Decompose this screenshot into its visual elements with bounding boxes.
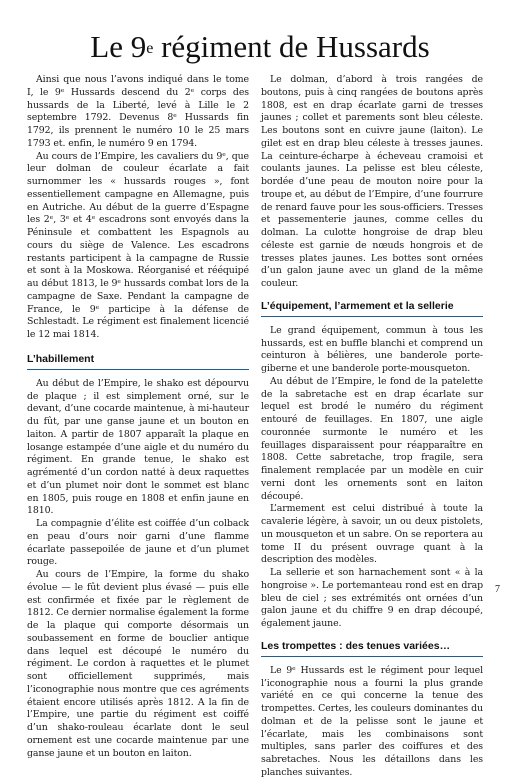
shako-evolution-paragraph: Au cours de l’Empire, la forme du shako évolue — le fût devient plus évasé — puis elle est confirmée et fixée par le règlement de 1812. Ce dernier normalise également la forme de la plaque qui comporte désormais un soubassement en forme de bouclier antique dans lequel est découpé le numéro du régiment. Le cordon à raquettes et le plumet sont officiellement supprimés, mais l’iconographie nous montre que ces agréments étaient encore utilisés après 1812. A la fin de l’Empire, une partie du régiment est coiffé d’un shako-rouleau écarlate dont le seul ornement est une cocarde maintenue par une ganse jaune et un bouton en laiton. <box>27 569 249 759</box>
title-superscript: e <box>146 40 154 57</box>
armement-paragraph: L’armement est celui distribué à toute la cavalerie légère, à savoir, un ou deux pistolets, un mousqueton et un sabre. On se reportera au tome II du présent ouvrage quant à la description des modèles. <box>261 503 483 566</box>
grand-equipement-paragraph: Le grand équipement, commun à tous les hussards, est en buffle blanchi et comprend un ceinturon à bélières, une banderole porte-giberne et une banderole porte-mousqueton. <box>261 324 483 374</box>
title-prefix: Le 9 <box>90 29 147 64</box>
page-number: 7 <box>495 584 500 595</box>
sellerie-paragraph: La sellerie et son harnachement sont « à la hongroise ». Le portemanteau rond est en drap bleu de ciel ; ses extrémités ont ornées d’un galon jaune et du chiffre 9 en drap découpé, également jaune. <box>261 567 483 629</box>
right-column <box>261 74 483 780</box>
section-heading-trompettes: Les trompettes : des tenues variées… <box>261 640 483 657</box>
page-title <box>0 28 520 66</box>
section-heading-habillement: L’habillement <box>27 353 249 370</box>
trompettes-paragraph: Le 9ᵉ Hussards est le régiment pour lequel l’iconographie nous a fourni la plus grande variété en ce qui concerne la tenue des trompettes. Certes, les couleurs dominantes du dolman et de la pelisse sont le jaune et l’écarlate, mais les combinaisons sont multiples, sans parler des coiffures et des sabretaches. Nous les détaillons dans les planches suivantes. <box>261 664 483 778</box>
section-heading-equipement: L’équipement, l’armement et la sellerie <box>261 300 483 317</box>
shako-paragraph: Au début de l’Empire, le shako est dépourvu de plaque ; il est simplement orné, sur le devant, d’une cocarde maintenue, à mi-hauteur du fût, par une ganse jaune et un bouton en laiton. A partir de 1807 apparaît la plaque en losange estampée d’une aigle et du numéro du régiment. En grande tenue, le shako est agrémenté d’un cordon natté à deux raquettes et d’un plumet noir dont le sommet est blanc en 1805, puis rouge en 1808 et enfin jaune en 1810. <box>27 377 249 517</box>
title-rest: régiment de Hussards <box>153 29 430 64</box>
intro-paragraph: Ainsi que nous l’avons indiqué dans le tome I, le 9ᵉ Hussards descend du 2ᵉ corps des hussards de la Liberté, levé à Lille le 2 septembre 1792. Devenus 8ᵉ Hussards fin 1792, ils prennent le numéro 10 le 25 mars 1793 et. enfin, le numéro 9 en 1794. <box>27 74 249 149</box>
elite-company-paragraph: La compagnie d’élite est coiffée d’un colback en peau d’ours noir garni d’une flamme écarlate passepoilée de jaune et d’un plumet rouge. <box>27 518 249 568</box>
dolman-paragraph: Le dolman, d’abord à trois rangées de boutons, puis à cinq rangées de boutons après 1808, est en drap écarlate garni de tresses jaunes ; collet et parements sont bleu céleste. Les boutons sont en cuivre jaune (laiton). Le gilet est en drap bleu céleste à tresses jaunes. La ceinture-écharpe à écheveau cramoisi et coulants jaunes. La pelisse est bleu céleste, bordée d’une peau de mouton noire pour la troupe et, au début de l’Empire, d’une fourrure de renard fauve pour les sous-officiers. Tresses et passementerie jaunes, comme celles du dolman. La culotte hongroise de drap bleu céleste est garnie de nœuds hongrois et de tresses plates jaunes. Les bottes sont ornées d’un galon jaune avec un gland de la même couleur. <box>261 74 483 289</box>
left-column <box>27 74 249 760</box>
sabretache-paragraph: Au début de l’Empire, le fond de la patelette de la sabretache est en drap écarlate sur lequel est brodé le numéro du régiment entouré de feuillages. En 1807, une aigle couronnée surmonte le numéro et les feuillages disparaissent pour réapparaître en 1808. Cette sabretache, trop fragile, sera finalement remplacée par un modèle en cuir verni dont les ornements sont en laiton découpé. <box>261 375 483 502</box>
history-paragraph: Au cours de l’Empire, les cavaliers du 9ᵉ, que leur dolman de couleur écarlate a fait surnommer les « hussards rouges », font essentiellement campagne en Allemagne, puis en Autriche. Au début de la guerre d’Espagne les 2ᵉ, 3ᵉ et 4ᵉ escadrons sont envoyés dans la Péninsule et combattent les Espagnols au cours du siège de Valence. Les escadrons restants participent à la campagne de Russie et sont à la Moskowa. Réorganisé et rééquipé au début 1813, le 9ᵉ hussards combat lors de la campagne de Saxe. Pendant la campagne de France, le 9ᵉ participe à la défense de Schlestadt. Le régiment est finalement licencié le 12 mai 1814. <box>27 150 249 340</box>
